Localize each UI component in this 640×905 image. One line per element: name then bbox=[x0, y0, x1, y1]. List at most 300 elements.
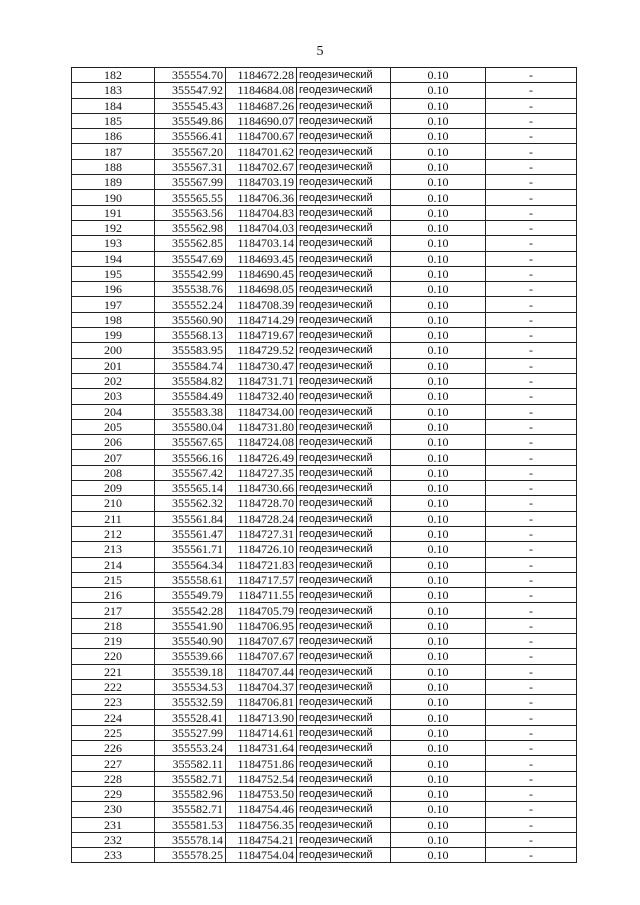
method-cell: геодезический bbox=[297, 526, 391, 541]
method-cell: геодезический bbox=[297, 251, 391, 266]
x-coordinate-cell: 355554.70 bbox=[155, 68, 226, 83]
description-cell: - bbox=[486, 419, 577, 434]
table-row bbox=[72, 343, 577, 358]
accuracy-cell: 0.10 bbox=[391, 312, 486, 327]
accuracy-cell: 0.10 bbox=[391, 786, 486, 801]
table-row bbox=[72, 572, 577, 587]
x-coordinate-cell: 355567.31 bbox=[155, 159, 226, 174]
y-coordinate-cell: 1184727.31 bbox=[226, 526, 297, 541]
point-number-cell: 227 bbox=[72, 756, 155, 771]
point-number-cell: 202 bbox=[72, 373, 155, 388]
y-coordinate-cell: 1184734.00 bbox=[226, 404, 297, 419]
x-coordinate-cell: 355582.11 bbox=[155, 756, 226, 771]
description-cell: - bbox=[486, 220, 577, 235]
table-row bbox=[72, 542, 577, 557]
point-number-cell: 207 bbox=[72, 450, 155, 465]
accuracy-cell: 0.10 bbox=[391, 358, 486, 373]
y-coordinate-cell: 1184708.39 bbox=[226, 297, 297, 312]
table-row bbox=[72, 848, 577, 863]
table-row bbox=[72, 144, 577, 159]
description-cell: - bbox=[486, 741, 577, 756]
point-number-cell: 189 bbox=[72, 175, 155, 190]
description-cell: - bbox=[486, 664, 577, 679]
x-coordinate-cell: 355563.56 bbox=[155, 205, 226, 220]
method-cell: геодезический bbox=[297, 817, 391, 832]
x-coordinate-cell: 355558.61 bbox=[155, 572, 226, 587]
accuracy-cell: 0.10 bbox=[391, 175, 486, 190]
x-coordinate-cell: 355583.38 bbox=[155, 404, 226, 419]
table-row bbox=[72, 710, 577, 725]
method-cell: геодезический bbox=[297, 633, 391, 648]
description-cell: - bbox=[486, 496, 577, 511]
description-cell: - bbox=[486, 83, 577, 98]
method-cell: геодезический bbox=[297, 741, 391, 756]
table-row bbox=[72, 679, 577, 694]
method-cell: геодезический bbox=[297, 220, 391, 235]
method-cell: геодезический bbox=[297, 236, 391, 251]
y-coordinate-cell: 1184731.71 bbox=[226, 373, 297, 388]
y-coordinate-cell: 1184714.29 bbox=[226, 312, 297, 327]
table-row bbox=[72, 557, 577, 572]
page-number: 5 bbox=[316, 44, 324, 59]
description-cell: - bbox=[486, 251, 577, 266]
table-row bbox=[72, 511, 577, 526]
table-row bbox=[72, 664, 577, 679]
description-cell: - bbox=[486, 113, 577, 128]
description-cell: - bbox=[486, 618, 577, 633]
table-row bbox=[72, 68, 577, 83]
method-cell: геодезический bbox=[297, 603, 391, 618]
method-cell: геодезический bbox=[297, 144, 391, 159]
accuracy-cell: 0.10 bbox=[391, 664, 486, 679]
description-cell: - bbox=[486, 68, 577, 83]
table-row bbox=[72, 190, 577, 205]
x-coordinate-cell: 355542.99 bbox=[155, 266, 226, 281]
x-coordinate-cell: 355566.41 bbox=[155, 129, 226, 144]
x-coordinate-cell: 355539.66 bbox=[155, 649, 226, 664]
y-coordinate-cell: 1184711.55 bbox=[226, 588, 297, 603]
y-coordinate-cell: 1184721.83 bbox=[226, 557, 297, 572]
point-number-cell: 211 bbox=[72, 511, 155, 526]
y-coordinate-cell: 1184684.08 bbox=[226, 83, 297, 98]
x-coordinate-cell: 355567.42 bbox=[155, 465, 226, 480]
description-cell: - bbox=[486, 129, 577, 144]
description-cell: - bbox=[486, 144, 577, 159]
accuracy-cell: 0.10 bbox=[391, 618, 486, 633]
method-cell: геодезический bbox=[297, 282, 391, 297]
accuracy-cell: 0.10 bbox=[391, 817, 486, 832]
point-number-cell: 182 bbox=[72, 68, 155, 83]
description-cell: - bbox=[486, 450, 577, 465]
accuracy-cell: 0.10 bbox=[391, 373, 486, 388]
x-coordinate-cell: 355565.55 bbox=[155, 190, 226, 205]
point-number-cell: 230 bbox=[72, 802, 155, 817]
point-number-cell: 226 bbox=[72, 741, 155, 756]
point-number-cell: 220 bbox=[72, 649, 155, 664]
accuracy-cell: 0.10 bbox=[391, 542, 486, 557]
accuracy-cell: 0.10 bbox=[391, 129, 486, 144]
y-coordinate-cell: 1184730.47 bbox=[226, 358, 297, 373]
y-coordinate-cell: 1184704.37 bbox=[226, 679, 297, 694]
method-cell: геодезический bbox=[297, 205, 391, 220]
description-cell: - bbox=[486, 679, 577, 694]
table-row bbox=[72, 175, 577, 190]
x-coordinate-cell: 355564.34 bbox=[155, 557, 226, 572]
description-cell: - bbox=[486, 159, 577, 174]
table-row bbox=[72, 98, 577, 113]
y-coordinate-cell: 1184717.57 bbox=[226, 572, 297, 587]
description-cell: - bbox=[486, 511, 577, 526]
method-cell: геодезический bbox=[297, 710, 391, 725]
table-row bbox=[72, 450, 577, 465]
point-number-cell: 225 bbox=[72, 725, 155, 740]
point-number-cell: 186 bbox=[72, 129, 155, 144]
description-cell: - bbox=[486, 771, 577, 786]
accuracy-cell: 0.10 bbox=[391, 695, 486, 710]
accuracy-cell: 0.10 bbox=[391, 343, 486, 358]
x-coordinate-cell: 355539.18 bbox=[155, 664, 226, 679]
method-cell: геодезический bbox=[297, 832, 391, 847]
table-row bbox=[72, 282, 577, 297]
y-coordinate-cell: 1184729.52 bbox=[226, 343, 297, 358]
description-cell: - bbox=[486, 312, 577, 327]
accuracy-cell: 0.10 bbox=[391, 297, 486, 312]
y-coordinate-cell: 1184698.05 bbox=[226, 282, 297, 297]
point-number-cell: 196 bbox=[72, 282, 155, 297]
point-number-cell: 218 bbox=[72, 618, 155, 633]
x-coordinate-cell: 355553.24 bbox=[155, 741, 226, 756]
y-coordinate-cell: 1184754.04 bbox=[226, 848, 297, 863]
accuracy-cell: 0.10 bbox=[391, 98, 486, 113]
table-row bbox=[72, 695, 577, 710]
point-number-cell: 185 bbox=[72, 113, 155, 128]
y-coordinate-cell: 1184707.67 bbox=[226, 649, 297, 664]
x-coordinate-cell: 355580.04 bbox=[155, 419, 226, 434]
y-coordinate-cell: 1184693.45 bbox=[226, 251, 297, 266]
point-number-cell: 231 bbox=[72, 817, 155, 832]
point-number-cell: 221 bbox=[72, 664, 155, 679]
description-cell: - bbox=[486, 266, 577, 281]
method-cell: геодезический bbox=[297, 557, 391, 572]
coordinates-table-body bbox=[72, 68, 577, 863]
point-number-cell: 192 bbox=[72, 220, 155, 235]
description-cell: - bbox=[486, 633, 577, 648]
y-coordinate-cell: 1184703.14 bbox=[226, 236, 297, 251]
method-cell: геодезический bbox=[297, 190, 391, 205]
point-number-cell: 195 bbox=[72, 266, 155, 281]
x-coordinate-cell: 355581.53 bbox=[155, 817, 226, 832]
accuracy-cell: 0.10 bbox=[391, 588, 486, 603]
description-cell: - bbox=[486, 190, 577, 205]
x-coordinate-cell: 355584.74 bbox=[155, 358, 226, 373]
table-row bbox=[72, 526, 577, 541]
y-coordinate-cell: 1184714.61 bbox=[226, 725, 297, 740]
accuracy-cell: 0.10 bbox=[391, 389, 486, 404]
x-coordinate-cell: 355561.71 bbox=[155, 542, 226, 557]
accuracy-cell: 0.10 bbox=[391, 404, 486, 419]
table-row bbox=[72, 358, 577, 373]
method-cell: геодезический bbox=[297, 435, 391, 450]
method-cell: геодезический bbox=[297, 786, 391, 801]
y-coordinate-cell: 1184756.35 bbox=[226, 817, 297, 832]
accuracy-cell: 0.10 bbox=[391, 450, 486, 465]
table-row bbox=[72, 159, 577, 174]
point-number-cell: 194 bbox=[72, 251, 155, 266]
accuracy-cell: 0.10 bbox=[391, 679, 486, 694]
accuracy-cell: 0.10 bbox=[391, 832, 486, 847]
point-number-cell: 233 bbox=[72, 848, 155, 863]
y-coordinate-cell: 1184730.66 bbox=[226, 481, 297, 496]
method-cell: геодезический bbox=[297, 618, 391, 633]
y-coordinate-cell: 1184687.26 bbox=[226, 98, 297, 113]
accuracy-cell: 0.10 bbox=[391, 83, 486, 98]
accuracy-cell: 0.10 bbox=[391, 511, 486, 526]
x-coordinate-cell: 355540.90 bbox=[155, 633, 226, 648]
accuracy-cell: 0.10 bbox=[391, 572, 486, 587]
x-coordinate-cell: 355560.90 bbox=[155, 312, 226, 327]
accuracy-cell: 0.10 bbox=[391, 205, 486, 220]
description-cell: - bbox=[486, 557, 577, 572]
table-row bbox=[72, 389, 577, 404]
point-number-cell: 222 bbox=[72, 679, 155, 694]
table-row bbox=[72, 618, 577, 633]
table-row bbox=[72, 588, 577, 603]
y-coordinate-cell: 1184754.21 bbox=[226, 832, 297, 847]
accuracy-cell: 0.10 bbox=[391, 496, 486, 511]
accuracy-cell: 0.10 bbox=[391, 771, 486, 786]
accuracy-cell: 0.10 bbox=[391, 557, 486, 572]
description-cell: - bbox=[486, 465, 577, 480]
table-row bbox=[72, 465, 577, 480]
x-coordinate-cell: 355534.53 bbox=[155, 679, 226, 694]
y-coordinate-cell: 1184731.64 bbox=[226, 741, 297, 756]
x-coordinate-cell: 355567.99 bbox=[155, 175, 226, 190]
x-coordinate-cell: 355545.43 bbox=[155, 98, 226, 113]
method-cell: геодезический bbox=[297, 129, 391, 144]
description-cell: - bbox=[486, 802, 577, 817]
method-cell: геодезический bbox=[297, 848, 391, 863]
table-row bbox=[72, 312, 577, 327]
description-cell: - bbox=[486, 205, 577, 220]
method-cell: геодезический bbox=[297, 481, 391, 496]
accuracy-cell: 0.10 bbox=[391, 756, 486, 771]
x-coordinate-cell: 355532.59 bbox=[155, 695, 226, 710]
accuracy-cell: 0.10 bbox=[391, 68, 486, 83]
y-coordinate-cell: 1184705.79 bbox=[226, 603, 297, 618]
point-number-cell: 210 bbox=[72, 496, 155, 511]
description-cell: - bbox=[486, 526, 577, 541]
point-number-cell: 184 bbox=[72, 98, 155, 113]
method-cell: геодезический bbox=[297, 496, 391, 511]
table-row bbox=[72, 205, 577, 220]
accuracy-cell: 0.10 bbox=[391, 481, 486, 496]
x-coordinate-cell: 355584.82 bbox=[155, 373, 226, 388]
method-cell: геодезический bbox=[297, 450, 391, 465]
x-coordinate-cell: 355567.65 bbox=[155, 435, 226, 450]
accuracy-cell: 0.10 bbox=[391, 710, 486, 725]
x-coordinate-cell: 355547.69 bbox=[155, 251, 226, 266]
accuracy-cell: 0.10 bbox=[391, 649, 486, 664]
method-cell: геодезический bbox=[297, 771, 391, 786]
point-number-cell: 204 bbox=[72, 404, 155, 419]
description-cell: - bbox=[486, 848, 577, 863]
x-coordinate-cell: 355566.16 bbox=[155, 450, 226, 465]
y-coordinate-cell: 1184700.67 bbox=[226, 129, 297, 144]
table-row bbox=[72, 373, 577, 388]
description-cell: - bbox=[486, 649, 577, 664]
y-coordinate-cell: 1184690.45 bbox=[226, 266, 297, 281]
point-number-cell: 215 bbox=[72, 572, 155, 587]
table-row bbox=[72, 817, 577, 832]
accuracy-cell: 0.10 bbox=[391, 282, 486, 297]
method-cell: геодезический bbox=[297, 297, 391, 312]
method-cell: геодезический bbox=[297, 404, 391, 419]
y-coordinate-cell: 1184701.62 bbox=[226, 144, 297, 159]
accuracy-cell: 0.10 bbox=[391, 633, 486, 648]
table-row bbox=[72, 832, 577, 847]
method-cell: геодезический bbox=[297, 389, 391, 404]
table-row bbox=[72, 129, 577, 144]
point-number-cell: 190 bbox=[72, 190, 155, 205]
method-cell: геодезический bbox=[297, 83, 391, 98]
method-cell: геодезический bbox=[297, 542, 391, 557]
point-number-cell: 217 bbox=[72, 603, 155, 618]
accuracy-cell: 0.10 bbox=[391, 236, 486, 251]
x-coordinate-cell: 355583.95 bbox=[155, 343, 226, 358]
y-coordinate-cell: 1184726.49 bbox=[226, 450, 297, 465]
accuracy-cell: 0.10 bbox=[391, 848, 486, 863]
description-cell: - bbox=[486, 389, 577, 404]
accuracy-cell: 0.10 bbox=[391, 113, 486, 128]
x-coordinate-cell: 355561.47 bbox=[155, 526, 226, 541]
y-coordinate-cell: 1184706.81 bbox=[226, 695, 297, 710]
description-cell: - bbox=[486, 481, 577, 496]
method-cell: геодезический bbox=[297, 358, 391, 373]
point-number-cell: 232 bbox=[72, 832, 155, 847]
x-coordinate-cell: 355562.85 bbox=[155, 236, 226, 251]
x-coordinate-cell: 355578.25 bbox=[155, 848, 226, 863]
table-row bbox=[72, 435, 577, 450]
table-row bbox=[72, 404, 577, 419]
point-number-cell: 201 bbox=[72, 358, 155, 373]
table-row bbox=[72, 236, 577, 251]
point-number-cell: 213 bbox=[72, 542, 155, 557]
description-cell: - bbox=[486, 328, 577, 343]
accuracy-cell: 0.10 bbox=[391, 190, 486, 205]
description-cell: - bbox=[486, 236, 577, 251]
method-cell: геодезический bbox=[297, 373, 391, 388]
point-number-cell: 228 bbox=[72, 771, 155, 786]
y-coordinate-cell: 1184702.67 bbox=[226, 159, 297, 174]
y-coordinate-cell: 1184753.50 bbox=[226, 786, 297, 801]
y-coordinate-cell: 1184713.90 bbox=[226, 710, 297, 725]
accuracy-cell: 0.10 bbox=[391, 144, 486, 159]
description-cell: - bbox=[486, 404, 577, 419]
method-cell: геодезический bbox=[297, 113, 391, 128]
y-coordinate-cell: 1184707.67 bbox=[226, 633, 297, 648]
coordinates-table bbox=[71, 67, 577, 863]
point-number-cell: 193 bbox=[72, 236, 155, 251]
method-cell: геодезический bbox=[297, 802, 391, 817]
table-row bbox=[72, 741, 577, 756]
table-row bbox=[72, 756, 577, 771]
table-row bbox=[72, 786, 577, 801]
description-cell: - bbox=[486, 588, 577, 603]
method-cell: геодезический bbox=[297, 159, 391, 174]
y-coordinate-cell: 1184727.35 bbox=[226, 465, 297, 480]
point-number-cell: 188 bbox=[72, 159, 155, 174]
method-cell: геодезический bbox=[297, 328, 391, 343]
x-coordinate-cell: 355542.28 bbox=[155, 603, 226, 618]
description-cell: - bbox=[486, 832, 577, 847]
point-number-cell: 203 bbox=[72, 389, 155, 404]
y-coordinate-cell: 1184706.36 bbox=[226, 190, 297, 205]
description-cell: - bbox=[486, 725, 577, 740]
x-coordinate-cell: 355538.76 bbox=[155, 282, 226, 297]
table-row bbox=[72, 603, 577, 618]
point-number-cell: 197 bbox=[72, 297, 155, 312]
y-coordinate-cell: 1184707.44 bbox=[226, 664, 297, 679]
table-row bbox=[72, 481, 577, 496]
accuracy-cell: 0.10 bbox=[391, 220, 486, 235]
point-number-cell: 183 bbox=[72, 83, 155, 98]
y-coordinate-cell: 1184726.10 bbox=[226, 542, 297, 557]
table-row bbox=[72, 297, 577, 312]
method-cell: геодезический bbox=[297, 175, 391, 190]
table-row bbox=[72, 220, 577, 235]
y-coordinate-cell: 1184703.19 bbox=[226, 175, 297, 190]
table-row bbox=[72, 251, 577, 266]
description-cell: - bbox=[486, 695, 577, 710]
x-coordinate-cell: 355584.49 bbox=[155, 389, 226, 404]
table-row bbox=[72, 83, 577, 98]
x-coordinate-cell: 355541.90 bbox=[155, 618, 226, 633]
x-coordinate-cell: 355549.86 bbox=[155, 113, 226, 128]
table-row bbox=[72, 328, 577, 343]
method-cell: геодезический bbox=[297, 649, 391, 664]
y-coordinate-cell: 1184732.40 bbox=[226, 389, 297, 404]
table-row bbox=[72, 496, 577, 511]
description-cell: - bbox=[486, 603, 577, 618]
point-number-cell: 198 bbox=[72, 312, 155, 327]
method-cell: геодезический bbox=[297, 266, 391, 281]
point-number-cell: 212 bbox=[72, 526, 155, 541]
method-cell: геодезический bbox=[297, 588, 391, 603]
method-cell: геодезический bbox=[297, 511, 391, 526]
method-cell: геодезический bbox=[297, 664, 391, 679]
method-cell: геодезический bbox=[297, 679, 391, 694]
accuracy-cell: 0.10 bbox=[391, 266, 486, 281]
y-coordinate-cell: 1184690.07 bbox=[226, 113, 297, 128]
y-coordinate-cell: 1184728.70 bbox=[226, 496, 297, 511]
method-cell: геодезический bbox=[297, 419, 391, 434]
accuracy-cell: 0.10 bbox=[391, 802, 486, 817]
method-cell: геодезический bbox=[297, 312, 391, 327]
x-coordinate-cell: 355582.96 bbox=[155, 786, 226, 801]
table-row bbox=[72, 266, 577, 281]
y-coordinate-cell: 1184754.46 bbox=[226, 802, 297, 817]
point-number-cell: 200 bbox=[72, 343, 155, 358]
point-number-cell: 229 bbox=[72, 786, 155, 801]
point-number-cell: 199 bbox=[72, 328, 155, 343]
method-cell: геодезический bbox=[297, 98, 391, 113]
point-number-cell: 191 bbox=[72, 205, 155, 220]
table-row bbox=[72, 802, 577, 817]
table-row bbox=[72, 725, 577, 740]
x-coordinate-cell: 355567.20 bbox=[155, 144, 226, 159]
point-number-cell: 209 bbox=[72, 481, 155, 496]
description-cell: - bbox=[486, 710, 577, 725]
